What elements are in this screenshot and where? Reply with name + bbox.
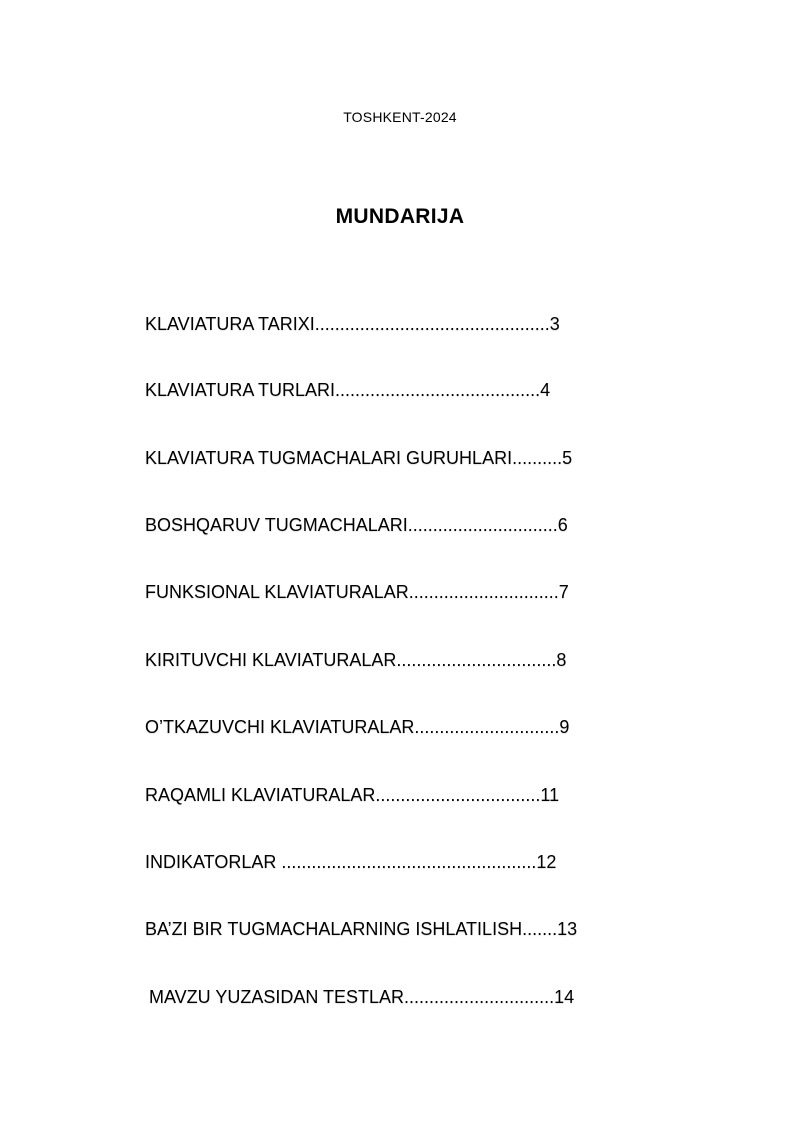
toc-entry-input-keyboards: KIRITUVCHI KLAVIATURALAR................................8 xyxy=(145,650,567,670)
toc-entry-functional-keyboards: FUNKSIONAL KLAVIATURALAR..............................7 xyxy=(145,582,569,602)
toc-entry-indicators: INDIKATORLAR ...................................................12 xyxy=(145,852,557,872)
toc-entry-keyboard-types: KLAVIATURA TURLARI.........................................4 xyxy=(145,380,551,400)
toc-entry-key-groups: KLAVIATURA TUGMACHALARI GURUHLARI..........5 xyxy=(145,448,573,468)
toc-entry-topic-tests: MAVZU YUZASIDAN TESTLAR..............................14 xyxy=(149,987,575,1007)
toc-entry-control-keys: BOSHQARUV TUGMACHALARI..............................6 xyxy=(145,515,568,535)
toc-entry-key-usage: BA’ZI BIR TUGMACHALARNING ISHLATILISH.......13 xyxy=(145,919,578,939)
toc-heading: MUNDARIJA xyxy=(335,205,465,228)
toc-entry-transfer-keyboards: O’TKAZUVCHI KLAVIATURALAR.............................9 xyxy=(145,717,570,737)
city-year: TOSHKENT-2024 xyxy=(343,109,457,125)
toc-entry-numeric-keyboards: RAQAMLI KLAVIATURALAR.................................11 xyxy=(145,785,560,805)
toc-entry-keyboard-history: KLAVIATURA TARIXI...............................................3 xyxy=(145,314,560,334)
